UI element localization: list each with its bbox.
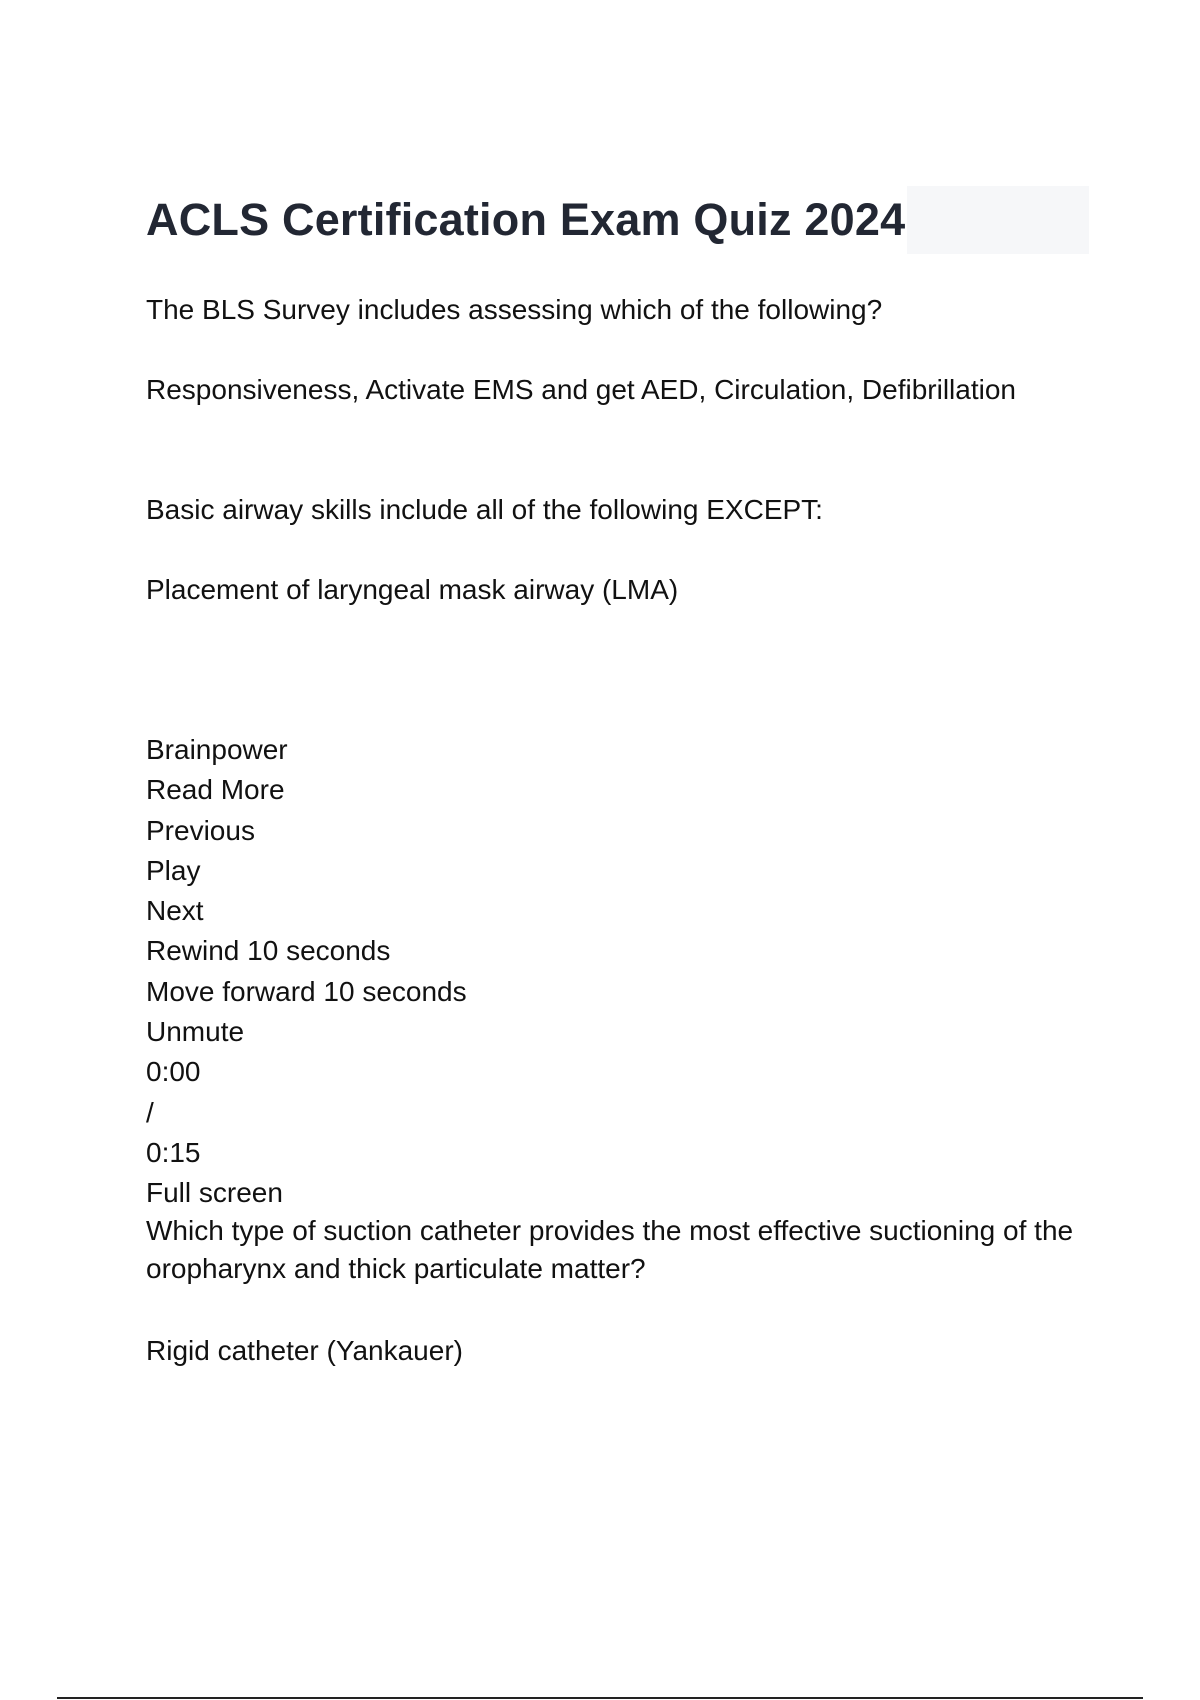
page-title: ACLS Certification Exam Quiz 2024 [146,186,907,254]
previous-button[interactable]: Previous [146,814,255,846]
time-separator: / [146,1096,154,1128]
footer-divider [57,1697,1143,1699]
full-screen-button[interactable]: Full screen [146,1177,283,1209]
question-1: The BLS Survey includes assessing which of the following? [146,294,883,325]
rewind-button[interactable]: Rewind 10 seconds [146,935,391,967]
answer-2: Placement of laryngeal mask airway (LMA) [146,574,679,605]
question-3: Which type of suction catheter provides the most effective suctioning of the oropharynx and thick particulate matter? [146,1215,1074,1284]
unmute-button[interactable]: Unmute [146,1016,245,1048]
answer-3: Rigid catheter (Yankauer) [146,1335,463,1366]
current-time: 0:00 [146,1056,201,1088]
media-player-text-list [146,730,467,1214]
read-more-link[interactable]: Read More [146,774,285,806]
brainpower-label: Brainpower [146,734,288,765]
duration-time: 0:15 [146,1136,201,1168]
next-button[interactable]: Next [146,895,204,927]
play-button[interactable]: Play [146,854,201,886]
answer-1: Responsiveness, Activate EMS and get AED, Circulation, Defibrillation [146,374,1016,405]
question-2: Basic airway skills include all of the following EXCEPT: [146,494,823,525]
forward-button[interactable]: Move forward 10 seconds [146,975,467,1007]
